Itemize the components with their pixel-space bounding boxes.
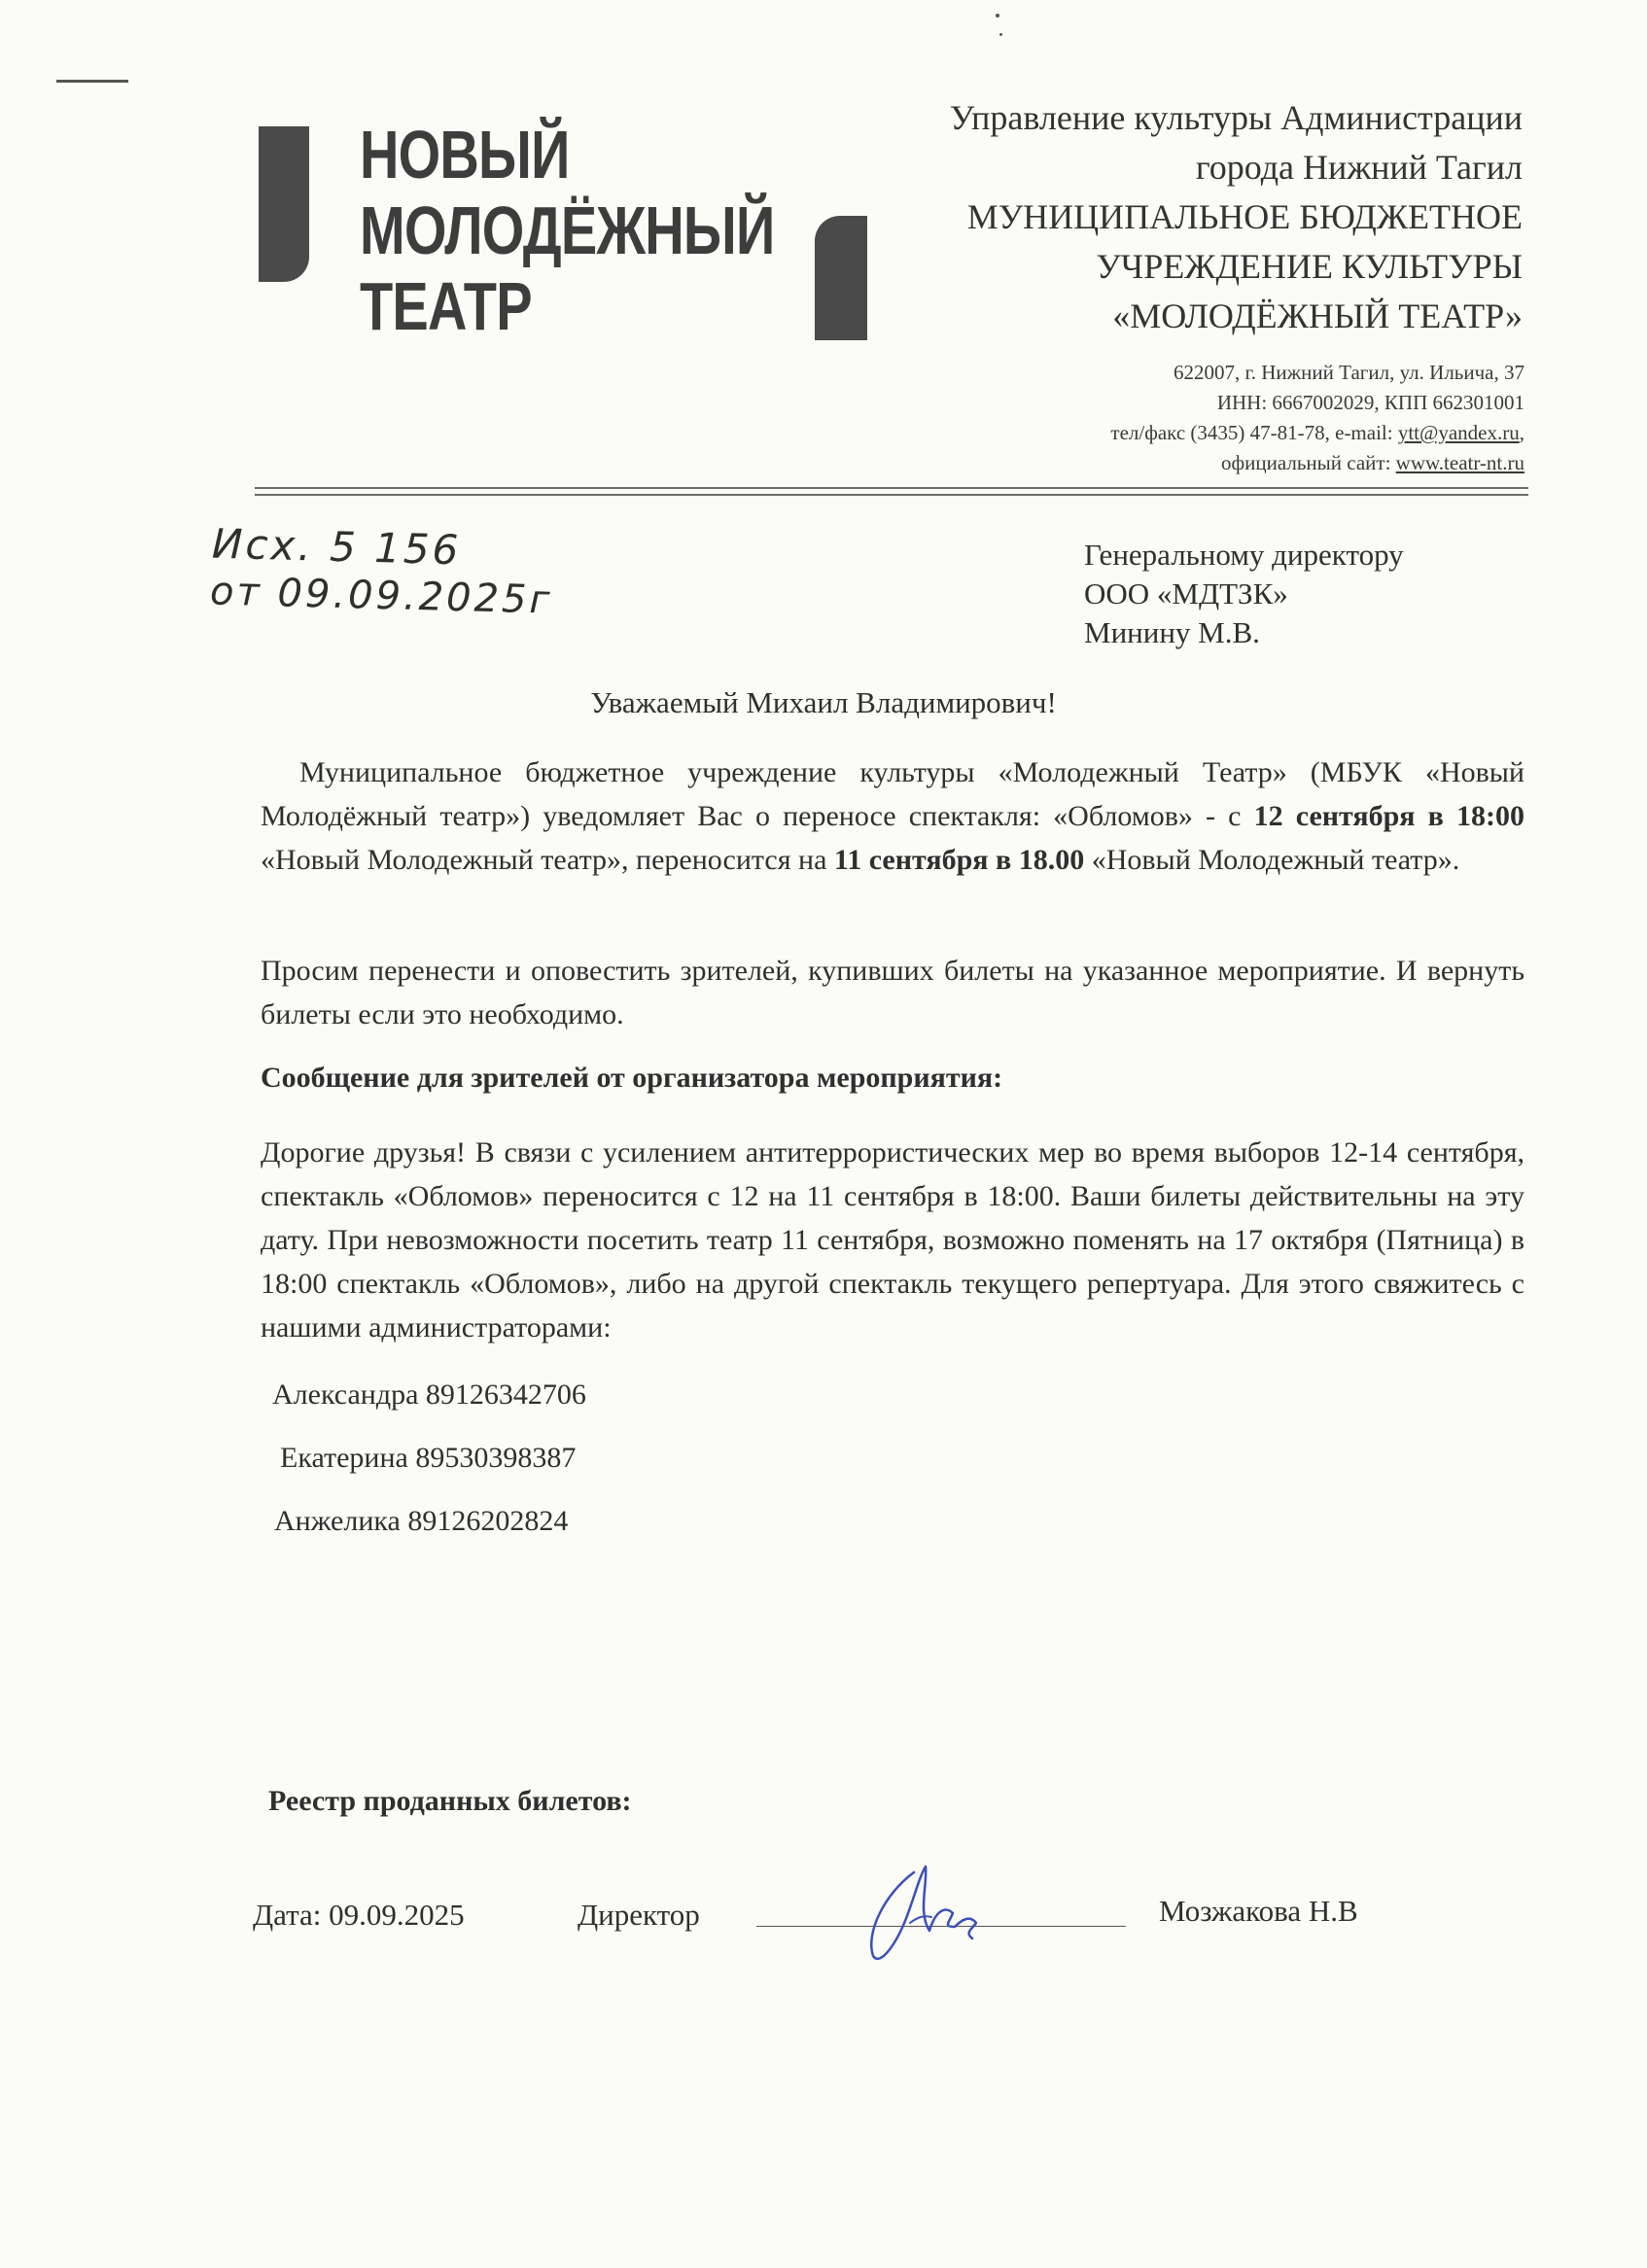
greeting: Уважаемый Михаил Владимирович! — [590, 685, 1057, 719]
phone-label: тел/факс (3435) 47-81-78, e-mail: — [1110, 421, 1398, 444]
notice-text: «Новый Молодежный театр», переносится на — [261, 844, 834, 876]
addressee-block — [1084, 536, 1404, 652]
organization-header — [950, 93, 1523, 341]
logo-right-bar — [815, 216, 867, 340]
administrator-contact: Александра 89126342706 — [272, 1378, 586, 1411]
handwritten-signature — [856, 1855, 1001, 1971]
audience-message: Дорогие друзья! В связи с усилением антитеррористических мер во время выборов 12-14 сентября, спектакль «Обломов» переносится с 12 на 11 сентября в 18:00. Ваши билеты действительны на эту дату. При невозможности посетить театр 11 сентября, возможно поменять на 17 октября (Пятница) в 18:00 спектакль «Обломов», либо на другой спектакль текущего репертуара. Для этого свяжитесь с нашими администраторами: — [261, 1136, 1524, 1343]
logo-line: МОЛОДЁЖНЫЙ — [360, 192, 775, 268]
scan-dot — [999, 33, 1002, 36]
outgoing-date: от 09.09.2025г — [209, 569, 554, 623]
letter-date: Дата: 09.09.2025 — [253, 1898, 465, 1932]
ticket-registry-heading: Реестр проданных билетов: — [268, 1785, 632, 1817]
org-line: МУНИЦИПАЛЬНОЕ БЮДЖЕТНОЕ — [966, 197, 1523, 236]
administrator-contact: Екатерина 89530398387 — [280, 1442, 577, 1474]
notice-text: Муниципальное бюджетное учреждение культуры «Молодежный Театр» (МБУК «Новый Молодёжный театр») уведомляет Вас о переносе спектакля: «Обломов» - с — [261, 756, 1524, 832]
scan-mark — [56, 80, 128, 83]
scan-dot — [996, 14, 999, 17]
header-divider — [255, 494, 1528, 496]
request-paragraph: Просим перенести и оповестить зрителей, купивших билеты на указанное мероприятие. И вернуть билеты если это необходимо. — [261, 955, 1524, 1030]
new-date: 11 сентября в 18.00 — [833, 844, 1085, 876]
website-link[interactable]: www.teatr-nt.ru — [1395, 451, 1524, 474]
logo-left-bar — [259, 126, 309, 282]
org-line: УЧРЕЖДЕНИЕ КУЛЬТУРЫ — [1096, 247, 1523, 286]
phone-suffix: , — [1519, 421, 1524, 444]
logo-line: ТЕАТР — [360, 268, 532, 344]
site-label: официальный сайт: — [1221, 451, 1396, 474]
notice-text: «Новый Молодежный театр». — [1084, 844, 1460, 876]
outgoing-number: Исх. 5 156 — [211, 519, 462, 575]
logo-line: НОВЫЙ — [360, 117, 570, 192]
notice-paragraph — [261, 750, 1524, 882]
organization-contacts — [1110, 358, 1524, 478]
audience-message-heading: Сообщение для зрителей от организатора мероприятия: — [261, 1062, 1003, 1094]
addressee-line: ООО «МДТЗК» — [1084, 576, 1288, 611]
signer-name: Мозжакова Н.В — [1159, 1894, 1358, 1928]
addressee-line: Генеральному директору — [1084, 538, 1404, 572]
org-address: 622007, г. Нижний Тагил, ул. Ильича, 37 — [1174, 361, 1524, 384]
org-phone-email — [1110, 418, 1524, 448]
signer-position: Директор — [578, 1898, 700, 1932]
old-date: 12 сентября в 18:00 — [1253, 800, 1524, 832]
theatre-logo — [360, 117, 774, 344]
org-site — [1110, 448, 1524, 478]
org-line: «МОЛОДЁЖНЫЙ ТЕАТР» — [1112, 297, 1523, 335]
header-divider — [255, 487, 1528, 489]
org-inn: ИНН: 6667002029, КПП 662301001 — [1216, 391, 1524, 414]
email-link[interactable]: ytt@yandex.ru — [1397, 421, 1520, 444]
administrator-contact: Анжелика 89126202824 — [274, 1505, 569, 1537]
org-line: города Нижний Тагил — [1195, 148, 1523, 187]
addressee-line: Минину М.В. — [1084, 615, 1260, 649]
org-line: Управление культуры Администрации — [949, 98, 1523, 137]
